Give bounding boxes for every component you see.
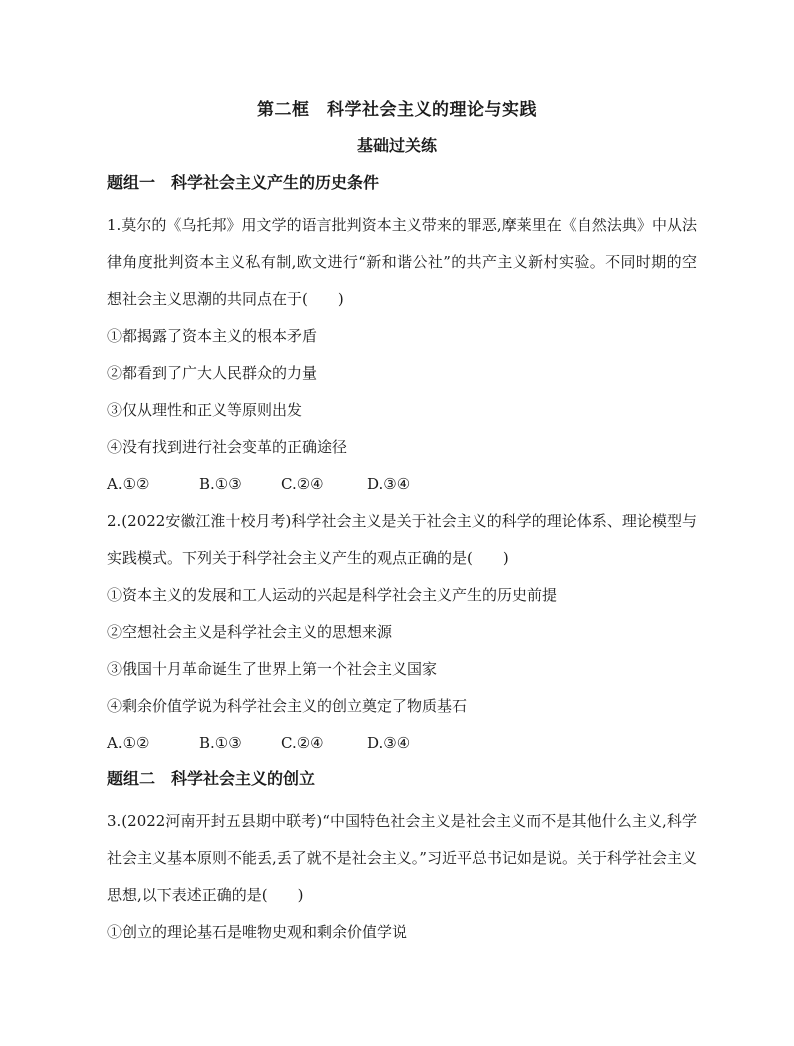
question-2-option-1: ①资本主义的发展和工人运动的兴起是科学社会主义产生的历史前提 <box>107 586 558 604</box>
question-1-choice-d: D.③④ <box>367 475 411 493</box>
question-3-stem: 3.(2022河南开封五县期中联考)“中国特色社会主义是社会主义而不是其他什么主义,科学社会主义基本原则不能丢,丢了就不是社会主义。”习近平总书记如是说。关于科学社会主义思想,以下表述正确的是( ) <box>107 812 697 904</box>
question-1-choice-a: A.①② <box>107 475 150 493</box>
question-2-option-4: ④剩余价值学说为科学社会主义的创立奠定了物质基石 <box>107 697 468 715</box>
question-1-option-2: ②都看到了广大人民群众的力量 <box>107 364 318 382</box>
group2-heading: 题组二 科学社会主义的创立 <box>107 769 316 788</box>
question-2-option-2: ②空想社会主义是科学社会主义的思想来源 <box>107 623 393 641</box>
question-2-stem: 2.(2022安徽江淮十校月考)科学社会主义是关于社会主义的科学的理论体系、理论模型与实践模式。下列关于科学社会主义产生的观点正确的是( ) <box>107 512 697 567</box>
question-2-choice-a: A.①② <box>107 734 150 752</box>
question-1-choice-c: C.②④ <box>281 475 324 493</box>
question-1-choices <box>107 466 697 503</box>
question-1-option-1: ①都揭露了资本主义的根本矛盾 <box>107 327 318 345</box>
question-2-choices <box>107 725 697 762</box>
question-1-option-3: ③仅从理性和正义等原则出发 <box>107 401 303 419</box>
question-2-option-3: ③俄国十月革命诞生了世界上第一个社会主义国家 <box>107 660 438 678</box>
section-subtitle: 基础过关练 <box>356 136 437 155</box>
page-title: 第二框 科学社会主义的理论与实践 <box>257 100 537 120</box>
question-2-choice-c: C.②④ <box>281 734 324 752</box>
document-content <box>107 170 697 951</box>
question-3-option-1: ①创立的理论基石是唯物史观和剩余价值学说 <box>107 923 408 941</box>
question-1-option-4: ④没有找到进行社会变革的正确途径 <box>107 438 348 456</box>
question-1-choice-b: B.①③ <box>199 475 242 493</box>
question-2-choice-d: D.③④ <box>367 734 411 752</box>
question-2-choice-b: B.①③ <box>199 734 242 752</box>
group1-heading: 题组一 科学社会主义产生的历史条件 <box>107 173 380 192</box>
question-1-stem: 1.莫尔的《乌托邦》用文学的语言批判资本主义带来的罪恶,摩莱里在《自然法典》中从法律角度批判资本主义私有制,欧文进行“新和谐公社”的共产主义新村实验。不同时期的空想社会主义思潮的共同点在于( ) <box>107 216 697 308</box>
